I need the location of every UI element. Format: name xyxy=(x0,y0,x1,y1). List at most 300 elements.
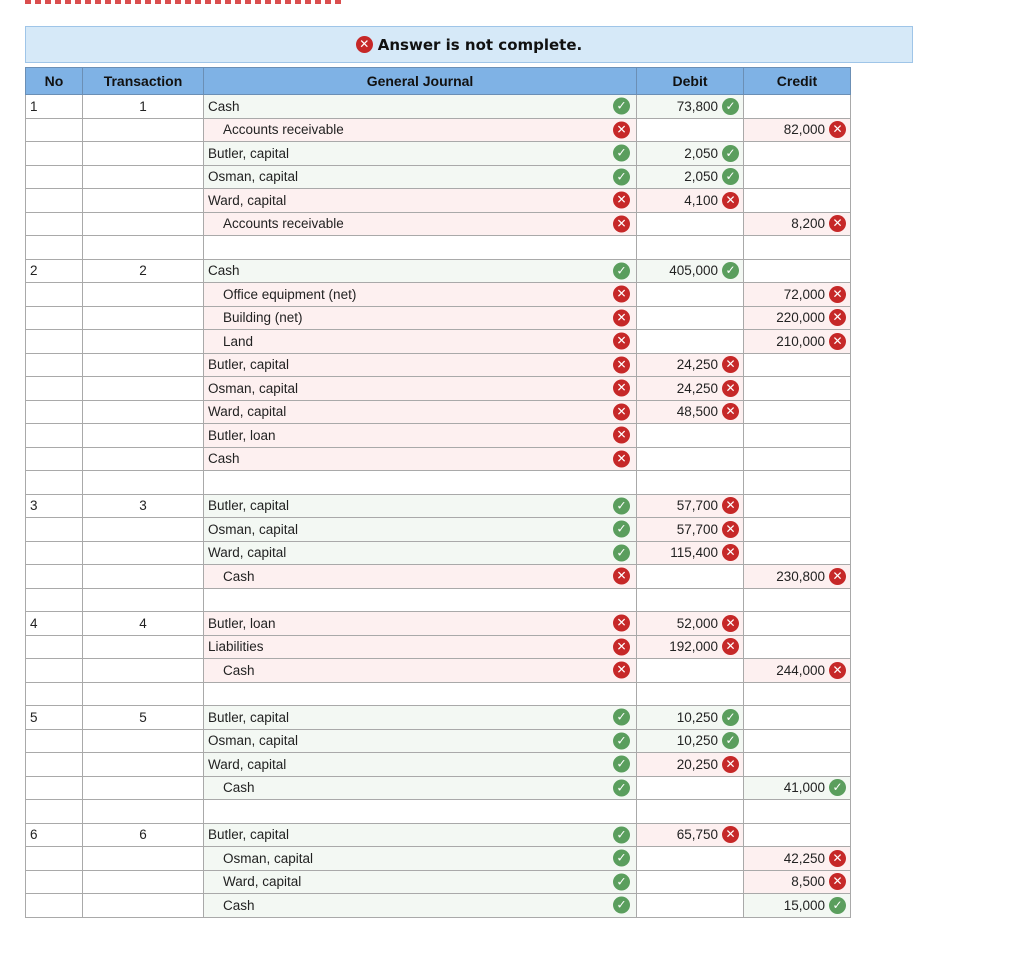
transaction-cell xyxy=(83,635,204,659)
check-circle-icon: ✓ xyxy=(613,145,630,162)
account-name: Butler, loan xyxy=(208,427,276,443)
debit-input[interactable] xyxy=(637,729,744,753)
credit-input[interactable] xyxy=(744,400,851,424)
no-cell xyxy=(26,330,83,354)
journal-body xyxy=(26,95,851,918)
account-select[interactable] xyxy=(204,541,637,565)
x-circle-icon: ✕ xyxy=(829,121,846,138)
debit-amount: 24,250 xyxy=(676,380,718,396)
table-row xyxy=(26,330,851,354)
table-row xyxy=(26,776,851,800)
debit-value-wrap xyxy=(669,262,739,279)
check-circle-icon: ✓ xyxy=(829,779,846,796)
credit-value-wrap xyxy=(776,309,846,326)
account-name: Cash xyxy=(223,897,255,913)
credit-amount: 8,200 xyxy=(791,216,825,232)
credit-value-wrap xyxy=(784,779,846,796)
credit-input[interactable] xyxy=(744,189,851,213)
debit-value-wrap xyxy=(677,521,739,538)
transaction-cell xyxy=(83,800,204,824)
credit-input[interactable] xyxy=(744,659,851,683)
credit-cell[interactable] xyxy=(744,800,851,824)
account-name: Office equipment (net) xyxy=(223,286,357,302)
debit-input[interactable] xyxy=(637,659,744,683)
no-cell xyxy=(26,189,83,213)
account-select[interactable] xyxy=(204,212,637,236)
transaction-cell xyxy=(83,847,204,871)
account-name: Cash xyxy=(208,451,240,467)
debit-input[interactable] xyxy=(637,400,744,424)
account-select[interactable] xyxy=(204,400,637,424)
account-select[interactable] xyxy=(204,259,637,283)
account-select[interactable] xyxy=(204,870,637,894)
debit-amount: 4,100 xyxy=(684,192,718,208)
debit-amount: 65,750 xyxy=(676,827,718,843)
account-select[interactable] xyxy=(204,776,637,800)
blank-separator-row xyxy=(26,588,851,612)
transaction-number: 5 xyxy=(139,709,147,725)
check-circle-icon: ✓ xyxy=(722,145,739,162)
transaction-cell xyxy=(83,823,204,847)
table-row xyxy=(26,189,851,213)
answer-status-banner xyxy=(25,26,913,63)
debit-input[interactable] xyxy=(637,212,744,236)
blank-separator-row xyxy=(26,682,851,706)
entry-number: 6 xyxy=(30,827,38,843)
credit-input[interactable] xyxy=(744,424,851,448)
debit-value-wrap xyxy=(677,380,739,397)
no-cell xyxy=(26,95,83,119)
no-cell xyxy=(26,800,83,824)
no-cell xyxy=(26,165,83,189)
debit-amount: 73,800 xyxy=(676,98,718,114)
x-circle-icon: ✕ xyxy=(722,521,739,538)
debit-input[interactable] xyxy=(637,776,744,800)
transaction-cell xyxy=(83,283,204,307)
account-name: Ward, capital xyxy=(208,756,287,772)
account-cell[interactable] xyxy=(204,236,637,260)
credit-input[interactable] xyxy=(744,259,851,283)
account-select[interactable] xyxy=(204,165,637,189)
x-circle-icon: ✕ xyxy=(722,826,739,843)
check-circle-icon: ✓ xyxy=(613,168,630,185)
transaction-cell xyxy=(83,706,204,730)
credit-value-wrap xyxy=(776,568,846,585)
transaction-cell xyxy=(83,447,204,471)
debit-amount: 115,400 xyxy=(670,545,718,561)
credit-amount: 42,250 xyxy=(783,850,825,866)
x-circle-icon: ✕ xyxy=(613,427,630,444)
table-row xyxy=(26,753,851,777)
x-circle-icon: ✕ xyxy=(722,403,739,420)
table-row xyxy=(26,283,851,307)
transaction-cell xyxy=(83,565,204,589)
transaction-number: 4 xyxy=(139,615,147,631)
transaction-cell xyxy=(83,588,204,612)
credit-amount: 244,000 xyxy=(776,662,825,678)
no-cell xyxy=(26,706,83,730)
debit-input[interactable] xyxy=(637,330,744,354)
credit-input[interactable] xyxy=(744,870,851,894)
account-select[interactable] xyxy=(204,447,637,471)
account-cell[interactable] xyxy=(204,471,637,495)
no-cell xyxy=(26,471,83,495)
debit-input[interactable] xyxy=(637,165,744,189)
account-select[interactable] xyxy=(204,659,637,683)
account-name: Osman, capital xyxy=(208,380,299,396)
account-cell[interactable] xyxy=(204,588,637,612)
account-select[interactable] xyxy=(204,353,637,377)
credit-cell[interactable] xyxy=(744,471,851,495)
transaction-cell xyxy=(83,659,204,683)
table-header-row xyxy=(26,68,851,95)
debit-value-wrap xyxy=(677,709,739,726)
account-name: Osman, capital xyxy=(208,521,299,537)
account-select[interactable] xyxy=(204,95,637,119)
transaction-cell xyxy=(83,729,204,753)
account-select[interactable] xyxy=(204,424,637,448)
transaction-cell xyxy=(83,330,204,354)
no-cell xyxy=(26,823,83,847)
debit-input[interactable] xyxy=(637,635,744,659)
account-select[interactable] xyxy=(204,283,637,307)
no-cell xyxy=(26,612,83,636)
no-cell xyxy=(26,259,83,283)
table-row xyxy=(26,95,851,119)
credit-input[interactable] xyxy=(744,447,851,471)
table-row xyxy=(26,118,851,142)
account-name: Accounts receivable xyxy=(223,216,344,232)
account-select[interactable] xyxy=(204,706,637,730)
table-row xyxy=(26,823,851,847)
transaction-cell xyxy=(83,259,204,283)
transaction-cell xyxy=(83,471,204,495)
no-cell xyxy=(26,142,83,166)
credit-value-wrap xyxy=(784,897,846,914)
account-name: Butler, capital xyxy=(208,827,290,843)
x-circle-icon: ✕ xyxy=(722,356,739,373)
check-circle-icon: ✓ xyxy=(613,897,630,914)
debit-amount: 192,000 xyxy=(669,639,718,655)
credit-value-wrap xyxy=(776,333,846,350)
account-select[interactable] xyxy=(204,894,637,918)
debit-value-wrap xyxy=(677,403,739,420)
debit-input[interactable] xyxy=(637,894,744,918)
credit-input[interactable] xyxy=(744,635,851,659)
account-select[interactable] xyxy=(204,189,637,213)
account-select[interactable] xyxy=(204,753,637,777)
debit-amount: 57,700 xyxy=(676,498,718,514)
credit-value-wrap xyxy=(776,662,846,679)
no-cell xyxy=(26,541,83,565)
debit-input[interactable] xyxy=(637,353,744,377)
table-row xyxy=(26,142,851,166)
no-cell xyxy=(26,306,83,330)
x-circle-icon: ✕ xyxy=(613,309,630,326)
check-circle-icon: ✓ xyxy=(613,709,630,726)
debit-input[interactable] xyxy=(637,142,744,166)
debit-cell[interactable] xyxy=(637,236,744,260)
x-circle-icon: ✕ xyxy=(613,121,630,138)
account-name: Butler, capital xyxy=(208,357,290,373)
table-row xyxy=(26,306,851,330)
no-cell xyxy=(26,588,83,612)
account-select[interactable] xyxy=(204,142,637,166)
debit-input[interactable] xyxy=(637,518,744,542)
account-select[interactable] xyxy=(204,518,637,542)
debit-cell[interactable] xyxy=(637,471,744,495)
banner-text: Answer is not complete. xyxy=(377,35,583,54)
no-cell xyxy=(26,518,83,542)
account-name: Building (net) xyxy=(223,310,303,326)
debit-input[interactable] xyxy=(637,706,744,730)
account-name: Butler, loan xyxy=(208,615,276,631)
transaction-cell xyxy=(83,377,204,401)
debit-amount: 10,250 xyxy=(676,709,718,725)
debit-value-wrap xyxy=(677,497,739,514)
check-circle-icon: ✓ xyxy=(613,262,630,279)
debit-input[interactable] xyxy=(637,541,744,565)
account-name: Butler, capital xyxy=(208,145,290,161)
x-circle-icon: ✕ xyxy=(829,568,846,585)
transaction-number: 2 xyxy=(139,263,147,279)
credit-input[interactable] xyxy=(744,776,851,800)
transaction-cell xyxy=(83,894,204,918)
credit-input[interactable] xyxy=(744,753,851,777)
x-circle-icon: ✕ xyxy=(829,333,846,350)
account-name: Butler, capital xyxy=(208,709,290,725)
x-circle-icon: ✕ xyxy=(722,380,739,397)
table-row xyxy=(26,894,851,918)
no-cell xyxy=(26,847,83,871)
credit-input[interactable] xyxy=(744,377,851,401)
table-row xyxy=(26,424,851,448)
credit-input[interactable] xyxy=(744,612,851,636)
table-row xyxy=(26,847,851,871)
account-select[interactable] xyxy=(204,118,637,142)
credit-input[interactable] xyxy=(744,847,851,871)
credit-amount: 72,000 xyxy=(783,286,825,302)
blank-separator-row xyxy=(26,471,851,495)
credit-input[interactable] xyxy=(744,118,851,142)
debit-cell[interactable] xyxy=(637,588,744,612)
x-circle-icon: ✕ xyxy=(613,403,630,420)
account-select[interactable] xyxy=(204,494,637,518)
x-circle-icon: ✕ xyxy=(829,662,846,679)
credit-cell[interactable] xyxy=(744,236,851,260)
table-row xyxy=(26,494,851,518)
check-circle-icon: ✓ xyxy=(722,262,739,279)
debit-value-wrap xyxy=(677,826,739,843)
account-name: Accounts receivable xyxy=(223,122,344,138)
check-circle-icon: ✓ xyxy=(829,897,846,914)
debit-input[interactable] xyxy=(637,847,744,871)
blank-separator-row xyxy=(26,236,851,260)
debit-input[interactable] xyxy=(637,753,744,777)
no-cell xyxy=(26,353,83,377)
account-select[interactable] xyxy=(204,330,637,354)
debit-input[interactable] xyxy=(637,565,744,589)
credit-input[interactable] xyxy=(744,353,851,377)
debit-input[interactable] xyxy=(637,259,744,283)
credit-input[interactable] xyxy=(744,330,851,354)
no-cell xyxy=(26,659,83,683)
no-cell xyxy=(26,894,83,918)
transaction-number: 3 xyxy=(139,498,147,514)
check-circle-icon: ✓ xyxy=(613,497,630,514)
no-cell xyxy=(26,776,83,800)
transaction-cell xyxy=(83,212,204,236)
x-circle-icon: ✕ xyxy=(829,850,846,867)
credit-input[interactable] xyxy=(744,95,851,119)
table-row xyxy=(26,659,851,683)
check-circle-icon: ✓ xyxy=(613,850,630,867)
account-select[interactable] xyxy=(204,635,637,659)
debit-value-wrap xyxy=(670,544,739,561)
debit-input[interactable] xyxy=(637,494,744,518)
debit-input[interactable] xyxy=(637,612,744,636)
transaction-cell xyxy=(83,494,204,518)
credit-value-wrap xyxy=(784,121,846,138)
entry-number: 4 xyxy=(30,615,38,631)
debit-input[interactable] xyxy=(637,189,744,213)
account-name: Cash xyxy=(223,780,255,796)
table-row xyxy=(26,612,851,636)
account-name: Osman, capital xyxy=(208,169,299,185)
x-circle-icon: ✕ xyxy=(356,36,373,53)
transaction-cell xyxy=(83,870,204,894)
credit-amount: 41,000 xyxy=(783,780,825,796)
transaction-number: 6 xyxy=(139,827,147,843)
no-cell xyxy=(26,753,83,777)
debit-input[interactable] xyxy=(637,95,744,119)
table-row xyxy=(26,400,851,424)
account-cell[interactable] xyxy=(204,800,637,824)
x-circle-icon: ✕ xyxy=(613,568,630,585)
table-row xyxy=(26,541,851,565)
debit-input[interactable] xyxy=(637,306,744,330)
account-select[interactable] xyxy=(204,729,637,753)
account-select[interactable] xyxy=(204,377,637,401)
debit-cell[interactable] xyxy=(637,682,744,706)
credit-amount: 82,000 xyxy=(783,122,825,138)
table-row xyxy=(26,565,851,589)
credit-input[interactable] xyxy=(744,894,851,918)
table-row xyxy=(26,447,851,471)
top-instruction-strip xyxy=(25,0,345,4)
check-circle-icon: ✓ xyxy=(613,873,630,890)
credit-input[interactable] xyxy=(744,494,851,518)
entry-number: 1 xyxy=(30,98,38,114)
header-transaction: Transaction xyxy=(83,68,204,95)
credit-input[interactable] xyxy=(744,518,851,542)
debit-value-wrap xyxy=(669,638,739,655)
credit-amount: 15,000 xyxy=(783,897,825,913)
no-cell xyxy=(26,283,83,307)
header-no: No xyxy=(26,68,83,95)
debit-value-wrap xyxy=(677,756,739,773)
transaction-cell xyxy=(83,424,204,448)
credit-input[interactable] xyxy=(744,142,851,166)
table-row xyxy=(26,706,851,730)
account-name: Liabilities xyxy=(208,639,264,655)
check-circle-icon: ✓ xyxy=(613,98,630,115)
account-name: Land xyxy=(223,333,254,349)
check-circle-icon: ✓ xyxy=(613,521,630,538)
account-name: Osman, capital xyxy=(208,733,299,749)
debit-cell[interactable] xyxy=(637,800,744,824)
account-name: Cash xyxy=(208,263,240,279)
credit-input[interactable] xyxy=(744,283,851,307)
no-cell xyxy=(26,494,83,518)
debit-input[interactable] xyxy=(637,377,744,401)
debit-input[interactable] xyxy=(637,424,744,448)
header-general-journal: General Journal xyxy=(204,68,637,95)
transaction-cell xyxy=(83,400,204,424)
transaction-cell xyxy=(83,612,204,636)
debit-input[interactable] xyxy=(637,823,744,847)
check-circle-icon: ✓ xyxy=(613,779,630,796)
credit-value-wrap xyxy=(791,215,846,232)
no-cell xyxy=(26,565,83,589)
transaction-cell xyxy=(83,753,204,777)
debit-value-wrap xyxy=(677,615,739,632)
blank-separator-row xyxy=(26,800,851,824)
account-select[interactable] xyxy=(204,847,637,871)
table-row xyxy=(26,259,851,283)
credit-input[interactable] xyxy=(744,706,851,730)
credit-cell[interactable] xyxy=(744,682,851,706)
account-name: Ward, capital xyxy=(208,545,287,561)
table-row xyxy=(26,729,851,753)
debit-amount: 10,250 xyxy=(676,733,718,749)
transaction-cell xyxy=(83,353,204,377)
no-cell xyxy=(26,377,83,401)
x-circle-icon: ✕ xyxy=(613,380,630,397)
credit-input[interactable] xyxy=(744,306,851,330)
debit-value-wrap xyxy=(684,192,739,209)
credit-input[interactable] xyxy=(744,165,851,189)
debit-input[interactable] xyxy=(637,870,744,894)
account-select[interactable] xyxy=(204,565,637,589)
account-name: Cash xyxy=(223,662,255,678)
table-row xyxy=(26,518,851,542)
no-cell xyxy=(26,635,83,659)
debit-input[interactable] xyxy=(637,283,744,307)
debit-amount: 405,000 xyxy=(669,263,718,279)
table-row xyxy=(26,635,851,659)
debit-input[interactable] xyxy=(637,118,744,142)
credit-input[interactable] xyxy=(744,541,851,565)
account-select[interactable] xyxy=(204,306,637,330)
account-select[interactable] xyxy=(204,612,637,636)
entry-number: 5 xyxy=(30,709,38,725)
account-name: Cash xyxy=(208,98,240,114)
x-circle-icon: ✕ xyxy=(613,356,630,373)
x-circle-icon: ✕ xyxy=(613,333,630,350)
credit-input[interactable] xyxy=(744,212,851,236)
account-cell[interactable] xyxy=(204,682,637,706)
account-select[interactable] xyxy=(204,823,637,847)
credit-input[interactable] xyxy=(744,823,851,847)
credit-input[interactable] xyxy=(744,565,851,589)
credit-input[interactable] xyxy=(744,729,851,753)
no-cell xyxy=(26,870,83,894)
debit-input[interactable] xyxy=(637,447,744,471)
debit-amount: 52,000 xyxy=(676,615,718,631)
transaction-cell xyxy=(83,306,204,330)
credit-cell[interactable] xyxy=(744,588,851,612)
